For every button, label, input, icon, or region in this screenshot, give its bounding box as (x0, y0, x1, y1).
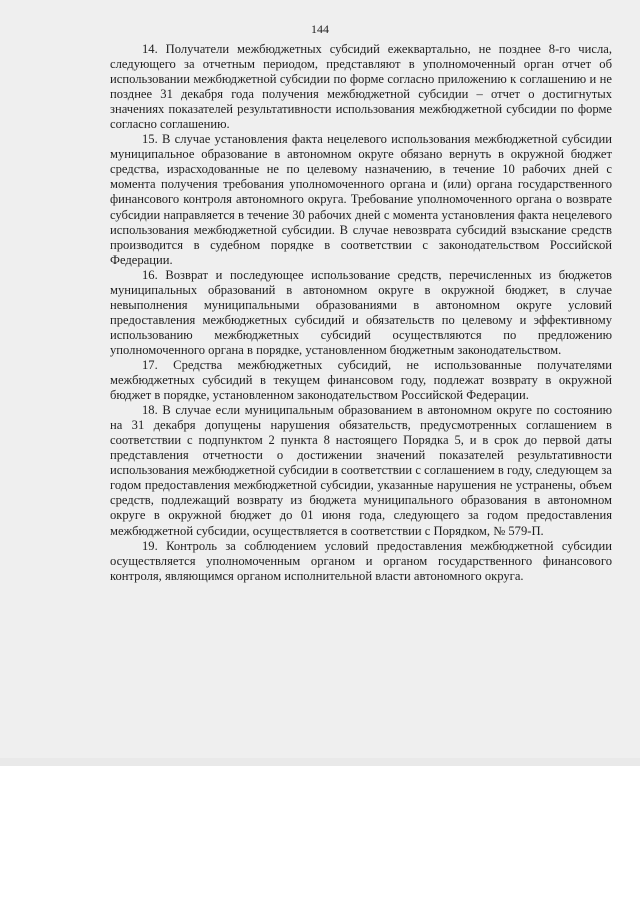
paragraph-14: 14. Получатели межбюджетных субсидий ежеквартально, не позднее 8-го числа, следующего за отчетным периодом, представляют в уполномоченный орган отчет об использовании межбюджетной субсидии по форме согласно приложению к соглашению и не позднее 31 декабря года получения межбюджетной субсидии – отчет о достигнутых значениях показателей результативности использования межбюджетной субсидии по форме согласно соглашению. (110, 42, 612, 132)
page-number: 144 (311, 22, 329, 36)
paragraph-16: 16. Возврат и последующее использование средств, перечисленных из бюджетов муниципальных образований в автономном округе в окружной бюджет, в случае невыполнения муниципальными образованиями в автономном округе условий предоставления межбюджетных субсидий и обязательств по целевому и эффективному использованию межбюджетных субсидий осуществляются по предложению уполномоченного органа в порядке, установленном бюджетным законодательством. (110, 267, 612, 357)
paragraph-18: 18. В случае если муниципальным образованием в автономном округе по состоянию на 31 декабря допущены нарушения обязательств, предусмотренных соглашением в соответствии с подпунктом 2 пункта 8 настоящего Порядка 5, и в срок до первой даты представления отчетности о достижении значений показателей результативности использования межбюджетной субсидии в соответствии с соглашением в году, следующем за годом предоставления межбюджетной субсидии, указанные нарушения не устранены, объем средств, подлежащий возврату из бюджета муниципального образования в автономном округе в окружной бюджет до 01 июня года, следующего за годом предоставления межбюджетной субсидии, осуществляется в соответствии с Порядком, № 579-П. (110, 403, 612, 538)
document-body (110, 42, 612, 584)
blank-margin (0, 766, 640, 905)
paragraph-15: 15. В случае установления факта нецелевого использования межбюджетной субсидии муниципальное образование в автономном округе обязано вернуть в окружной бюджет средства, израсходованные не по целевому назначению, в течение 10 рабочих дней с момента получения требования уполномоченного органа и (или) органа государственного финансового контроля автономного округа. Требование уполномоченного органа о возврате субсидии направляется в течение 30 рабочих дней с момента установления факта нецелевого использования межбюджетной субсидии. В случае невозврата субсидий взыскание средств производится в судебном порядке в соответствии с законодательством Российской Федерации. (110, 132, 612, 267)
paragraph-17: 17. Средства межбюджетных субсидий, не использованные получателями межбюджетных субсидий в текущем финансовом году, подлежат возврату в окружной бюджет в порядке, установленном законодательством Российской Федерации. (110, 357, 612, 403)
paragraph-19: 19. Контроль за соблюдением условий предоставления межбюджетной субсидии осуществляется уполномоченным органом и органом государственного финансового контроля, являющимся органом исполнительной власти автономного округа. (110, 538, 612, 583)
